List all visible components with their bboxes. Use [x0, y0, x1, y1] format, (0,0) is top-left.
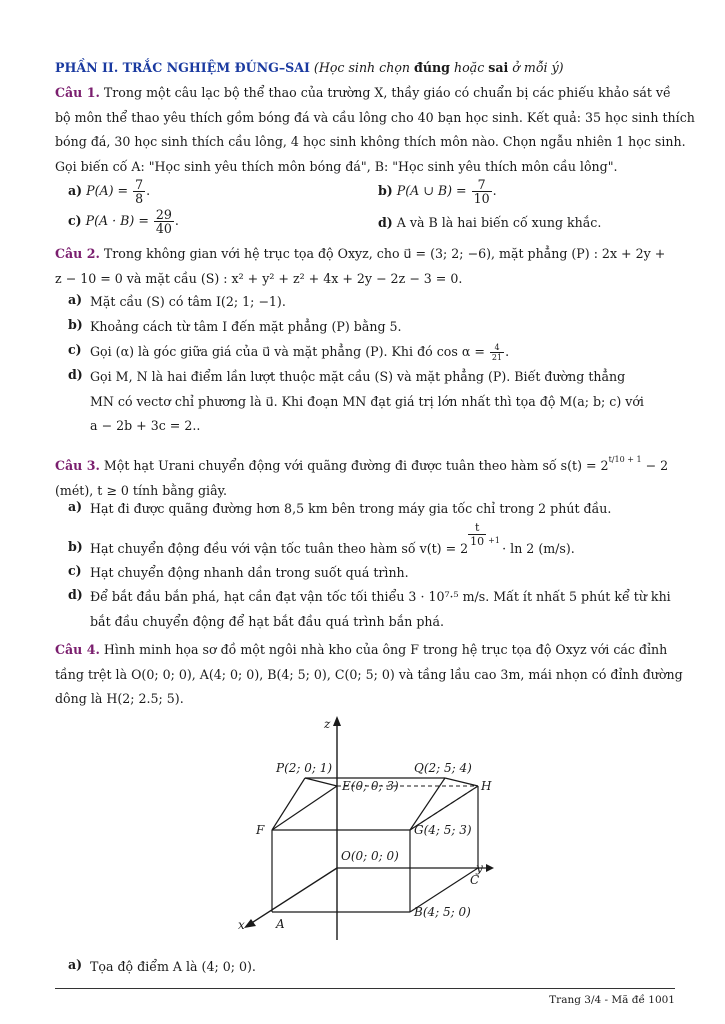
question-4-text: Hình minh họa sơ đồ một ngôi nhà kho của ông F trong hệ trục tọa độ Oxyz với các đỉnh — [103, 642, 668, 657]
question-2 — [55, 242, 677, 291]
x-axis — [250, 868, 337, 924]
label-H: H — [481, 779, 492, 793]
question-2-text: Trong không gian với hệ trục tọa độ Oxyz, cho u⃗ = (3; 2; −6), mặt phẳng (P) : 2x + 2y + — [103, 246, 666, 261]
z-axis-arrow — [333, 716, 341, 726]
q4-option-a-label[interactable]: a) — [68, 957, 83, 972]
question-1 — [55, 81, 695, 179]
question-3-text: Một hạt Urani chuyển động với quãng đường đi được tuân theo hàm số $s(t) = 2^{t/10 + 1} - 2$ — [103, 455, 669, 473]
edge-FE — [272, 786, 337, 830]
q4-option-a[interactable]: Tọa độ điểm A là (4; 0; 0). — [90, 959, 256, 974]
question-4 — [55, 638, 683, 712]
q2-option-d-label[interactable]: d) — [68, 367, 83, 382]
q2-option-b[interactable]: Khoảng cách từ tâm I đến mặt phẳng (P) bằng 5. — [90, 319, 402, 334]
q3-option-c-label[interactable]: c) — [68, 563, 82, 578]
q3-option-d-label[interactable]: d) — [68, 587, 83, 602]
label-G: G(4; 5; 3) — [414, 823, 472, 837]
label-B: B(4; 5; 0) — [414, 905, 471, 919]
section-header — [55, 56, 677, 81]
x-axis-arrow — [244, 919, 256, 928]
question-3-text: (mét), t ≥ 0 tính bằng giây. — [55, 482, 228, 498]
q1-option-b[interactable]: b) P(A ∪ B) = $\frac{7}{10}$ . — [378, 177, 497, 206]
q3-option-c[interactable]: Hạt chuyển động nhanh dần trong suốt quá trình. — [90, 565, 409, 580]
question-4-text: tầng trệt là O(0; 0; 0), A(4; 0; 0), B(4; 5; 0), C(0; 5; 0) và tầng lầu cao 3m, mái nhọn có đỉnh đường — [55, 666, 683, 682]
page-footer: Trang 3/4 - Mã đề 1001 — [549, 994, 675, 1006]
q2-option-b-label[interactable]: b) — [68, 317, 83, 332]
q2-option-c[interactable]: Gọi (α) là góc giữa giá của u⃗ và mặt phẳng (P). Khi đó cos α = $\frac{4}{21}$ . — [90, 343, 510, 362]
question-3 — [55, 448, 677, 503]
q2-option-d[interactable]: Gọi M, N là hai điểm lần lượt thuộc mặt cầu (S) và mặt phẳng (P). Biết đường thẳng MN có vectơ chỉ phương là u⃗. Khi đoạn MN đạt giá trị lớn nhất thì tọa độ M(a; b; c) với a − 2b + 3c = 2.. — [90, 369, 644, 433]
label-F: F — [256, 823, 265, 837]
roof-FP — [272, 778, 305, 830]
question-4-text: dông là H(2; 2.5; 5). — [55, 691, 184, 706]
q2-option-a[interactable]: Mặt cầu (S) có tâm I(2; 1; −1). — [90, 294, 286, 309]
question-1-text: Trong một câu lạc bộ thể thao của trường X, thầy giáo có chuẩn bị các phiếu khảo sát về — [103, 85, 671, 100]
question-1-label: Câu 1. — [55, 85, 100, 100]
label-x: x — [238, 918, 245, 932]
label-A: A — [276, 917, 285, 931]
question-2-label: Câu 2. — [55, 246, 100, 261]
question-1-text: bộ môn thể thao yêu thích gồm bóng đá và cầu lông cho 40 bạn học sinh. Kết quả: 35 học sinh thích — [55, 109, 695, 125]
label-P: P(2; 0; 1) — [276, 761, 333, 775]
y-axis-arrow — [486, 864, 494, 872]
q2-option-a-label[interactable]: a) — [68, 292, 83, 307]
question-4-label: Câu 4. — [55, 642, 100, 657]
label-E: E(0; 0; 3) — [342, 779, 399, 793]
q1-option-d[interactable]: d) A và B là hai biến cố xung khắc. — [378, 215, 602, 230]
q3-option-d[interactable]: Để bắt đầu bắn phá, hạt cần đạt vận tốc tối thiểu 3 · 10⁷·⁵ m/s. Mất ít nhất 5 phút kể từ khi bắt đầu chuyển động để hạt bắt đầu quá trình bắn phá. — [90, 589, 671, 629]
question-3-label: Câu 3. — [55, 458, 100, 473]
q3-option-a[interactable]: Hạt đi được quãng đường hơn 8,5 km bên trong máy gia tốc chỉ trong 2 phút đầu. — [90, 501, 612, 516]
label-z: z — [324, 717, 331, 731]
roof-QH — [445, 778, 478, 786]
roof-PE — [305, 778, 337, 786]
q2-option-c-label[interactable]: c) — [68, 342, 82, 357]
warehouse-figure — [230, 712, 510, 940]
section-note: (Học sinh chọn đúng hoặc sai ở mỗi ý) — [313, 60, 564, 75]
question-1-text: bóng đá, 30 học sinh thích cầu lông, 4 học sinh không thích môn nào. Chọn ngẫu nhiên 1 học sinh. — [55, 134, 686, 149]
footer-divider — [55, 988, 675, 989]
label-y: y — [476, 861, 483, 875]
label-Q: Q(2; 5; 4) — [414, 761, 472, 775]
question-1-text: Gọi biến cố A: "Học sinh yêu thích môn bóng đá", B: "Học sinh yêu thích môn cầu lông". — [55, 158, 618, 174]
q3-option-a-label[interactable]: a) — [68, 499, 83, 514]
q1-option-c[interactable]: c) P(A · B) = $\frac{29}{40}$ . — [68, 207, 179, 236]
label-O: O(0; 0; 0) — [341, 849, 399, 863]
label-C: C — [470, 873, 480, 887]
q1-option-a[interactable]: a) P(A) = $\frac{7}{8}$ . — [68, 177, 151, 206]
q3-option-b-label[interactable]: b) — [68, 539, 83, 554]
section-title: PHẦN II. TRẮC NGHIỆM ĐÚNG–SAI — [55, 60, 310, 75]
question-2-text: z − 10 = 0 và mặt cầu (S) : x² + y² + z² + 4x + 2y − 2z − 3 = 0. — [55, 270, 463, 286]
q3-option-b[interactable]: Hạt chuyển động đều với vận tốc tuân theo hàm số v(t) = 2 t 10 +1 · ln 2 (m/s). — [90, 521, 575, 556]
